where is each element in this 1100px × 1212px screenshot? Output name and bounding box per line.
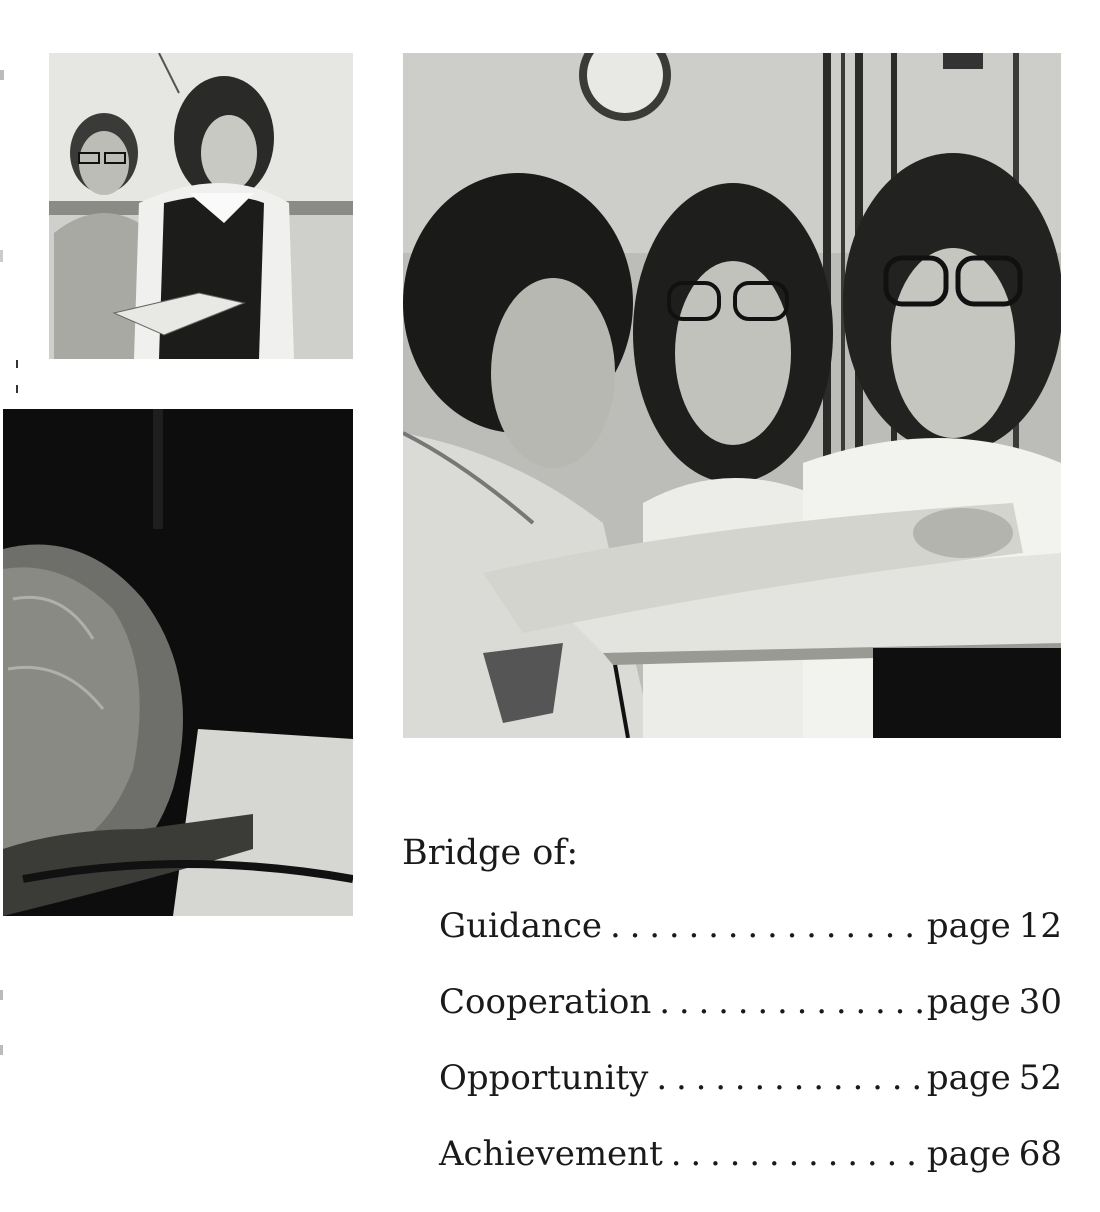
toc-entry-label: Cooperation (439, 982, 652, 1022)
toc-page-number: 68 (1018, 1134, 1062, 1174)
toc-entry-achievement[interactable] (439, 1128, 1062, 1204)
toc-entry-opportunity[interactable] (439, 1052, 1062, 1128)
photo-teacher-and-students (403, 53, 1061, 738)
table-of-contents (402, 828, 1062, 1204)
toc-page-reference (927, 900, 1062, 952)
toc-dot-leader (610, 900, 923, 952)
toc-entry-label: Achievement (439, 1134, 663, 1174)
toc-dot-leader (659, 976, 923, 1028)
toc-dot-leader (656, 1052, 922, 1104)
toc-page-word: page (926, 1058, 1011, 1098)
toc-page-number: 12 (1018, 906, 1062, 946)
toc-page-reference (927, 976, 1062, 1028)
toc-page-word: page (926, 906, 1011, 946)
toc-page-number: 52 (1018, 1058, 1062, 1098)
toc-list (402, 900, 1062, 1204)
toc-page-word: page (926, 1134, 1011, 1174)
toc-page-number: 30 (1018, 982, 1062, 1022)
toc-entry-label: Guidance (439, 906, 603, 946)
toc-page-word: page (926, 982, 1011, 1022)
toc-entry-cooperation[interactable] (439, 976, 1062, 1052)
toc-entry-label: Opportunity (439, 1058, 649, 1098)
photo-two-students (49, 53, 353, 359)
toc-page-reference (927, 1052, 1062, 1104)
toc-entry-guidance[interactable] (439, 900, 1062, 976)
photo-student-at-desk (3, 409, 353, 916)
toc-dot-leader (671, 1128, 923, 1180)
toc-heading: Bridge of: (402, 833, 579, 873)
toc-page-reference (927, 1128, 1062, 1180)
